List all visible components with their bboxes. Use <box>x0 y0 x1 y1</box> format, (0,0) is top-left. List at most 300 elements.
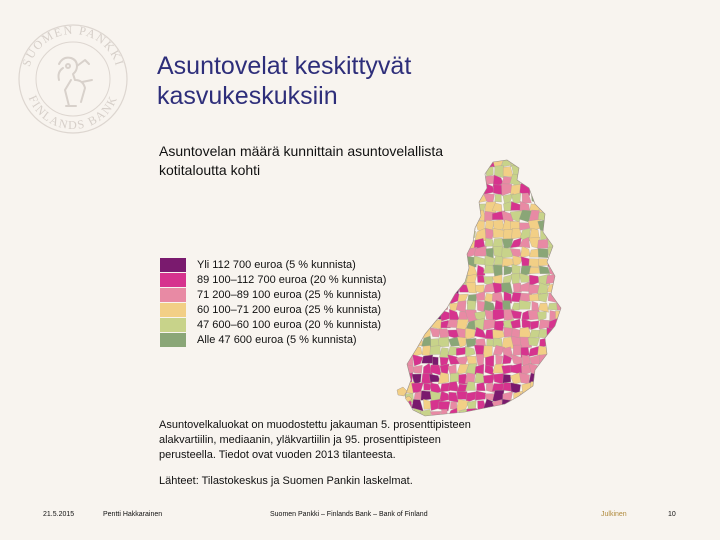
municipality-cell <box>395 240 404 249</box>
municipality-cell <box>465 183 477 195</box>
municipality-cell <box>422 229 433 238</box>
municipality-cell <box>555 175 565 186</box>
municipality-cell <box>557 418 565 420</box>
municipality-cell <box>537 391 550 400</box>
municipality-cell <box>475 373 485 383</box>
municipality-cell <box>456 230 468 240</box>
municipality-cell <box>558 184 565 194</box>
municipality-cell <box>456 347 466 355</box>
municipality-cell <box>539 266 550 274</box>
municipality-cell <box>540 365 548 373</box>
municipality-cell <box>430 300 441 312</box>
municipality-cell <box>530 186 540 193</box>
legend-swatch <box>160 288 186 302</box>
municipality-cell <box>466 166 477 177</box>
suomen-pankki-seal-icon <box>14 20 132 138</box>
municipality-cell <box>537 187 549 195</box>
municipality-cell <box>422 355 433 364</box>
municipality-cell <box>412 176 424 183</box>
municipality-cell <box>431 201 439 213</box>
municipality-cell <box>429 185 441 194</box>
municipality-cell <box>468 159 478 168</box>
municipality-cell <box>557 228 565 238</box>
methodology-note <box>159 418 519 463</box>
municipality-cell <box>529 400 541 410</box>
footer-classification: Julkinen <box>601 511 627 518</box>
municipality-cell <box>412 246 423 258</box>
municipality-cell <box>448 193 460 203</box>
municipality-cell <box>539 382 548 392</box>
municipality-cell <box>421 166 431 178</box>
municipality-cell <box>476 382 485 390</box>
municipality-cell <box>501 282 512 293</box>
municipality-cell <box>438 275 449 284</box>
municipality-cell <box>556 366 565 374</box>
footer-author: Pentti Hakkarainen <box>103 511 163 518</box>
municipality-cell <box>412 292 423 303</box>
municipality-cell <box>547 327 558 338</box>
municipality-cell <box>402 284 412 293</box>
municipality-cell <box>519 158 528 167</box>
logo-text-top: SUOMEN PANKKI <box>19 22 127 69</box>
municipality-cell <box>531 195 540 203</box>
municipality-cell <box>556 338 565 348</box>
legend-item <box>160 332 386 347</box>
municipality-cell <box>556 256 565 266</box>
municipality-cell <box>557 392 565 403</box>
municipality-cell <box>456 256 468 267</box>
municipality-cell <box>422 275 431 284</box>
municipality-cell <box>511 399 521 411</box>
municipality-cell <box>421 294 430 301</box>
municipality-cell <box>547 382 556 392</box>
municipality-cell <box>556 237 565 250</box>
municipality-cell <box>402 266 413 276</box>
municipality-cell <box>395 274 405 284</box>
municipality-cell <box>429 293 441 304</box>
municipality-cell <box>528 338 540 346</box>
municipality-cell <box>450 373 459 383</box>
municipality-cell <box>547 347 559 357</box>
municipality-cell <box>421 248 433 256</box>
municipality-cell <box>411 276 423 286</box>
municipality-cell <box>475 158 486 169</box>
municipality-cell <box>412 184 421 194</box>
footer-date: 21.5.2015 <box>43 511 75 518</box>
municipality-cell <box>430 237 439 249</box>
municipality-cell <box>555 400 565 412</box>
footer-page-number: 10 <box>668 511 676 518</box>
municipality-cell <box>456 167 465 178</box>
municipality-cell <box>439 391 450 402</box>
municipality-cell <box>413 212 422 222</box>
municipality-cell <box>556 246 565 256</box>
municipality-cell <box>522 193 531 203</box>
municipality-cell <box>422 265 431 275</box>
municipality-cell <box>467 211 477 221</box>
municipality-cell <box>402 248 415 257</box>
legend-label: Alle 47 600 euroa (5 % kunnista) <box>197 333 357 346</box>
municipality-cell <box>440 230 449 240</box>
source-note: Lähteet: Tilastokeskus ja Suomen Pankin laskelmat. <box>159 475 413 487</box>
municipality-cell <box>395 285 406 294</box>
municipality-cell <box>403 401 412 411</box>
municipality-cell <box>537 408 549 420</box>
municipality-cell <box>402 318 414 330</box>
municipality-cell <box>414 265 423 276</box>
municipality-cell <box>441 310 450 321</box>
note-line-2: alakvartiilin, mediaanin, yläkvartiilin ja 95. prosenttipisteen <box>159 434 441 446</box>
municipality-cell <box>448 381 459 391</box>
municipality-cell <box>440 183 449 194</box>
municipality-cell <box>420 256 433 267</box>
municipality-cell <box>414 166 422 177</box>
subtitle-line-1: Asuntovelan määrä kunnittain asuntovelallista <box>159 143 444 159</box>
municipality-cell <box>431 246 440 256</box>
municipality-cell <box>412 311 422 320</box>
municipality-cell <box>519 402 529 411</box>
municipality-cell <box>458 265 468 275</box>
legend-item <box>160 302 386 317</box>
municipality-cell <box>556 265 565 275</box>
municipality-cell <box>539 202 549 213</box>
municipality-cell <box>521 257 530 268</box>
municipality-cell <box>447 256 459 267</box>
municipality-cell <box>441 292 449 302</box>
municipality-cell <box>503 374 511 383</box>
municipality-cell <box>556 372 565 385</box>
municipality-cell <box>546 202 555 213</box>
municipality-cell <box>440 176 449 185</box>
municipality-cell <box>413 158 424 169</box>
footer-organization: Suomen Pankki – Finlands Bank – Bank of Finland <box>270 511 428 518</box>
svg-text:SUOMEN PANKKI <box>19 23 127 69</box>
municipality-cell <box>403 257 415 266</box>
municipality-cell <box>474 256 485 265</box>
legend-item <box>160 287 386 302</box>
municipality-cell <box>538 374 548 381</box>
municipality-cell <box>467 300 476 310</box>
municipality-cell <box>439 285 450 294</box>
municipality-cell <box>493 310 505 321</box>
municipality-cell <box>556 381 565 392</box>
municipality-cell <box>548 356 558 365</box>
municipality-cell <box>422 158 432 169</box>
municipality-cell <box>395 222 405 229</box>
municipality-cell <box>548 419 556 420</box>
municipality-cell <box>477 275 485 282</box>
municipality-cell <box>438 255 450 265</box>
municipality-cell <box>402 228 412 240</box>
municipality-cell <box>431 230 441 240</box>
municipality-cell <box>458 212 466 222</box>
municipality-cell <box>395 168 405 178</box>
municipality-cell <box>438 201 449 213</box>
municipality-cell <box>449 309 459 320</box>
municipality-cell <box>457 219 468 231</box>
municipality-cell <box>450 186 458 195</box>
municipality-cell <box>395 184 405 195</box>
municipality-cell <box>402 201 415 211</box>
municipality-cell <box>540 192 549 204</box>
municipality-cell <box>520 246 530 258</box>
municipality-cell <box>422 201 432 212</box>
municipality-cell <box>538 293 548 302</box>
municipality-cell <box>447 229 457 240</box>
legend-swatch <box>160 273 186 287</box>
municipality-cell <box>422 220 430 230</box>
finland-municipality-map <box>395 158 565 420</box>
municipality-cell <box>430 168 439 178</box>
finland-map-svg <box>395 158 565 420</box>
municipality-cell <box>421 240 431 249</box>
municipality-cell <box>404 183 414 194</box>
municipality-cell <box>430 273 440 284</box>
municipality-cell <box>439 248 449 257</box>
municipality-cell <box>447 275 460 284</box>
legend-label: 89 100–112 700 euroa (20 % kunnista) <box>197 273 387 286</box>
municipality-cell <box>421 211 432 222</box>
municipality-cell <box>519 165 531 175</box>
municipality-cell <box>449 165 458 177</box>
municipality-cell <box>395 300 405 313</box>
municipality-cell <box>413 318 423 330</box>
municipality-cell <box>439 348 448 358</box>
municipality-cell <box>469 202 477 213</box>
municipality-cell <box>465 346 475 357</box>
municipality-cell <box>548 337 556 348</box>
municipality-cell <box>503 327 512 337</box>
municipality-cell <box>468 176 477 187</box>
municipality-cell <box>559 159 565 169</box>
municipality-cell <box>448 250 460 257</box>
municipality-cell <box>404 339 415 348</box>
municipality-cell <box>547 175 558 187</box>
municipality-cell <box>531 175 541 185</box>
municipality-cell <box>430 265 442 274</box>
municipality-cell <box>395 229 403 241</box>
municipality-cell <box>493 373 503 384</box>
municipality-cell <box>511 221 521 229</box>
municipality-cell <box>405 292 414 303</box>
municipality-cell <box>546 158 557 169</box>
municipality-cell <box>395 212 406 221</box>
municipality-cell <box>412 354 423 366</box>
municipality-cell <box>557 211 565 219</box>
municipality-cell <box>530 417 539 420</box>
note-line-3: perusteella. Tiedot ovat vuoden 2013 tilanteesta. <box>159 449 396 461</box>
municipality-cell <box>456 192 468 204</box>
municipality-cell <box>395 345 405 357</box>
municipality-cell <box>432 257 442 265</box>
municipality-cell <box>510 363 522 374</box>
municipality-cell <box>413 365 422 373</box>
municipality-cell <box>538 303 548 312</box>
municipality-cell <box>503 167 513 177</box>
municipality-cell <box>529 158 538 169</box>
municipality-cell <box>395 248 405 256</box>
municipality-cell <box>429 374 440 382</box>
municipality-cell <box>439 166 450 176</box>
municipality-cell <box>537 239 547 248</box>
municipality-cell <box>557 202 565 214</box>
municipality-cell <box>512 264 521 274</box>
municipality-cell <box>396 257 405 268</box>
legend-label: 47 600–60 100 euroa (20 % kunnista) <box>197 318 382 331</box>
municipality-cell <box>395 294 405 302</box>
municipality-cell <box>556 347 565 356</box>
municipality-cell <box>420 183 429 193</box>
subtitle-line-2: kotitaloutta kohti <box>159 162 261 178</box>
municipality-cell <box>538 248 548 257</box>
municipality-cell <box>432 210 440 222</box>
municipality-cell <box>438 265 449 277</box>
municipality-cell <box>396 356 404 366</box>
municipality-cell <box>430 158 441 166</box>
legend-item <box>160 257 386 272</box>
municipality-cell <box>430 175 441 186</box>
municipality-cell <box>413 257 421 268</box>
municipality-cell <box>412 192 424 205</box>
municipality-cell <box>432 357 438 366</box>
title-line-1: Asuntovelat keskittyvät <box>157 52 412 80</box>
municipality-cell <box>548 409 559 420</box>
municipality-cell <box>521 175 530 183</box>
municipality-cell <box>430 346 440 355</box>
municipality-cell <box>520 411 529 420</box>
municipality-cell <box>529 167 540 176</box>
slide-title <box>157 51 487 111</box>
municipality-cell <box>404 301 413 313</box>
municipality-cell <box>395 338 403 349</box>
municipality-cell <box>449 283 459 294</box>
municipality-cell <box>395 265 404 275</box>
municipality-cell <box>529 267 540 274</box>
municipality-cell <box>558 165 565 178</box>
municipality-cell <box>438 302 448 313</box>
municipality-cell <box>395 364 406 375</box>
municipality-cell <box>411 231 422 241</box>
municipality-cell <box>476 354 484 365</box>
municipality-cell <box>421 309 432 321</box>
municipality-cell <box>439 158 450 168</box>
municipality-cell <box>512 409 522 417</box>
municipality-cell <box>431 220 441 230</box>
municipality-cell <box>420 192 432 204</box>
municipality-cell <box>404 193 414 203</box>
municipality-cell <box>448 202 457 214</box>
municipality-cell <box>395 319 405 331</box>
municipality-cell <box>556 220 565 230</box>
municipality-cell <box>395 195 404 205</box>
municipality-cell <box>483 375 495 384</box>
municipality-cell <box>476 291 485 300</box>
municipality-cell <box>483 346 492 358</box>
municipality-cell <box>396 400 404 409</box>
municipality-cell <box>555 355 565 364</box>
municipality-cell <box>440 383 450 392</box>
municipality-cell <box>477 265 485 276</box>
municipality-cell <box>538 418 548 420</box>
municipality-cell <box>537 158 549 166</box>
municipality-cell <box>405 329 415 337</box>
municipality-cell <box>459 186 468 196</box>
municipality-cell <box>448 237 460 249</box>
municipality-cell <box>448 211 459 219</box>
municipality-cell <box>558 409 565 420</box>
municipality-cell <box>458 158 467 166</box>
municipality-cell <box>483 320 495 330</box>
municipality-cell <box>513 345 522 356</box>
legend-swatch <box>160 333 186 347</box>
municipality-cell <box>395 158 404 167</box>
municipality-cell <box>420 301 432 311</box>
municipality-cell <box>556 328 565 339</box>
municipality-cell <box>412 237 423 250</box>
municipality-cell <box>495 194 502 202</box>
municipality-cell <box>555 195 565 205</box>
municipality-cell <box>402 168 413 177</box>
municipality-cell <box>538 176 549 187</box>
municipality-cell <box>440 220 451 230</box>
municipality-cell <box>558 292 565 304</box>
title-line-2: kasvukeskuksiin <box>157 82 338 110</box>
municipality-cell <box>457 391 468 399</box>
municipality-cell <box>403 158 413 166</box>
municipality-cell <box>502 258 513 267</box>
map-cells <box>395 158 565 420</box>
municipality-cell <box>547 167 555 176</box>
municipality-cell <box>411 283 422 291</box>
municipality-cell <box>548 256 559 267</box>
legend-label: 60 100–71 200 euroa (25 % kunnista) <box>197 303 382 316</box>
municipality-cell <box>440 193 448 202</box>
legend-label: 71 200–89 100 euroa (25 % kunnista) <box>197 288 382 301</box>
municipality-cell <box>467 219 476 230</box>
municipality-cell <box>547 184 557 194</box>
map-legend <box>160 257 386 347</box>
municipality-cell <box>529 363 540 375</box>
municipality-cell <box>423 283 433 293</box>
legend-label: Yli 112 700 euroa (5 % kunnista) <box>197 258 356 271</box>
municipality-cell <box>395 372 405 383</box>
municipality-cell <box>414 204 423 213</box>
municipality-cell <box>456 175 468 185</box>
municipality-cell <box>547 364 557 372</box>
municipality-cell <box>528 411 540 419</box>
municipality-cell <box>405 212 414 220</box>
municipality-cell <box>405 239 415 248</box>
legend-swatch <box>160 258 186 272</box>
municipality-cell <box>429 309 441 319</box>
municipality-cell <box>449 267 457 277</box>
municipality-cell <box>475 176 486 187</box>
municipality-cell <box>538 166 548 177</box>
municipality-cell <box>411 219 421 231</box>
municipality-cell <box>423 399 431 409</box>
logo-text-bottom: FINLANDS BANK <box>25 92 121 133</box>
suomen-pankki-logo <box>14 20 132 138</box>
municipality-cell <box>447 174 459 186</box>
municipality-cell <box>412 301 422 311</box>
municipality-cell <box>530 321 539 330</box>
legend-swatch <box>160 303 186 317</box>
municipality-cell <box>546 221 557 232</box>
municipality-cell <box>402 175 413 185</box>
municipality-cell <box>431 284 440 292</box>
municipality-cell <box>412 329 423 338</box>
municipality-cell <box>396 310 405 321</box>
